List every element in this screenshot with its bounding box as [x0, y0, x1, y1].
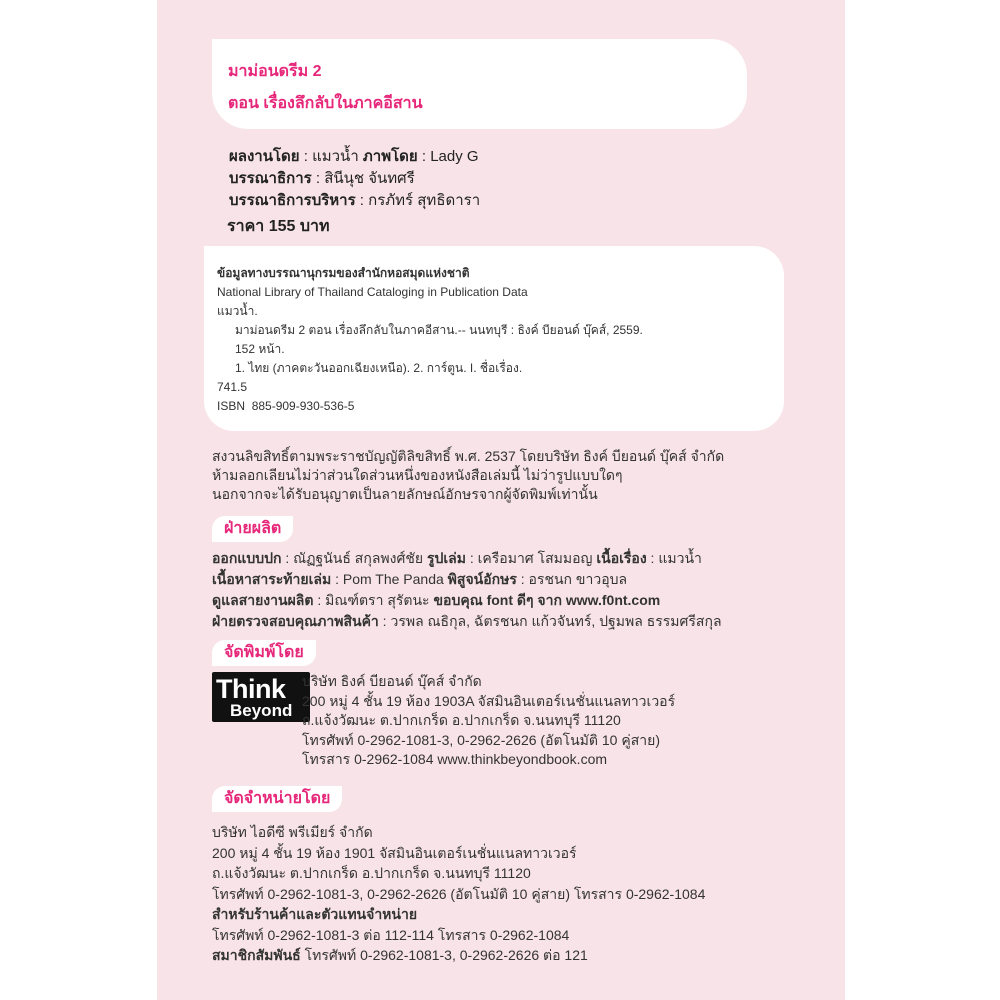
book-subtitle: ตอน เรื่องลึกลับในภาคอีสาน — [228, 95, 423, 112]
production-row-2 — [212, 569, 722, 590]
production-row-3 — [212, 590, 722, 611]
cip-line2: 152 หน้า. — [235, 342, 285, 356]
credit-managing-editor-row — [229, 190, 480, 212]
members-label: สมาชิกสัมพันธ์ — [212, 947, 301, 963]
distributor-heading: จัดจำหน่ายโดย — [212, 786, 342, 812]
publisher-info — [302, 672, 675, 770]
cip-heading-th: ข้อมูลทางบรรณานุกรมของสำนักหอสมุดแห่งชาติ — [217, 266, 470, 280]
members-row — [212, 945, 705, 966]
distributor-phone: โทรศัพท์ 0-2962-1081-3, 0-2962-2626 (อัตโนมัติ 10 คู่สาย) โทรสาร 0-2962-1084 — [212, 885, 706, 902]
managing-editor-value: : กรภัทร์ สุทธิดารา — [355, 192, 481, 209]
copyright-line3: นอกจากจะได้รับอนุญาตเป็นลายลักษณ์อักษรจากผู้จัดพิมพ์เท่านั้น — [212, 486, 598, 502]
layout-value: : เครือมาศ โสมมอญ — [465, 550, 597, 566]
publisher-heading: จัดพิมพ์โดย — [212, 640, 316, 666]
book-page — [157, 0, 845, 1000]
proof-value: : อรชนก ขาวอุบล — [516, 571, 628, 587]
isbn-label: ISBN — [217, 399, 246, 413]
book-title: มาม่อนดรีม 2 — [228, 63, 322, 80]
stores-label: สำหรับร้านค้าและตัวแทนจำหน่าย — [212, 906, 418, 922]
logo-think: Think — [216, 674, 286, 704]
cip-classification: 741.5 — [217, 380, 248, 394]
distributor-name: บริษัท ไอดีซี พรีเมียร์ จำกัด — [212, 824, 373, 840]
publisher-address2: ถ.แจ้งวัฒนะ ต.ปากเกร็ด อ.ปากเกร็ด จ.นนทบุรี 11120 — [302, 712, 621, 728]
production-row-1 — [212, 548, 722, 569]
copyright-line1: สงวนลิขสิทธิ์ตามพระราชบัญญัติลิขสิทธิ์ พ.ศ. 2537 โดยบริษัท ธิงค์ บียอนด์ บุ๊คส์ จำกัด — [212, 448, 725, 464]
publisher-phone: โทรศัพท์ 0-2962-1081-3, 0-2962-2626 (อัตโนมัติ 10 คู่สาย) — [302, 731, 660, 748]
production-row-4 — [212, 611, 722, 632]
publisher-name: บริษัท ธิงค์ บียอนด์ บุ๊คส์ จำกัด — [302, 673, 482, 689]
proof-label: พิสูจน์อักษร — [447, 571, 517, 587]
layout-label: รูปเล่ม — [426, 550, 466, 566]
story-value: : แมวน้ำ — [646, 550, 702, 566]
supervisor-label: ดูแลสายงานผลิต — [212, 592, 314, 608]
production-heading: ฝ่ายผลิต — [212, 516, 293, 542]
isbn-value: 885-909-930-536-5 — [251, 399, 355, 413]
credits — [229, 146, 480, 212]
cip-box — [204, 246, 784, 431]
illustrator-value: : Lady G — [417, 148, 479, 165]
cover-label: ออกแบบปก — [212, 550, 282, 566]
credit-editor-row — [229, 168, 480, 190]
appendix-label: เนื้อหาสาระท้ายเล่ม — [212, 571, 332, 587]
price: ราคา 155 บาท — [227, 218, 330, 235]
distributor-address2: ถ.แจ้งวัฒนะ ต.ปากเกร็ด อ.ปากเกร็ด จ.นนทบุรี 11120 — [212, 865, 531, 881]
illustrator-label: ภาพโดย — [362, 148, 418, 165]
cip-block — [217, 264, 643, 416]
supervisor-value: : มิณฑ์ตรา สุรัตนะ — [313, 592, 434, 608]
production-credits — [212, 548, 722, 632]
cip-heading-en: National Library of Thailand Cataloging in Publication Data — [217, 285, 528, 299]
copyright-line2: ห้ามลอกเลียนไม่ว่าส่วนใดส่วนหนึ่งของหนังสือเล่มนี้ ไม่ว่ารูปแบบใดๆ — [212, 467, 623, 483]
editor-value: : สินีนุช จันทศรี — [311, 170, 415, 187]
distributor-address1: 200 หมู่ 4 ชั้น 19 ห้อง 1901 จัสมินอินเตอร์เนชั่นแนลทาวเวอร์ — [212, 844, 577, 861]
author-label: ผลงานโดย — [229, 148, 300, 165]
distributor-info — [212, 822, 705, 966]
cip-line1: มาม่อนดรีม 2 ตอน เรื่องลึกลับในภาคอีสาน.-- นนทบุรี : ธิงค์ บียอนด์ บุ๊คส์, 2559. — [235, 323, 643, 337]
cip-isbn-row — [217, 397, 643, 416]
qc-label: ฝ่ายตรวจสอบคุณภาพสินค้า — [212, 613, 379, 629]
editor-label: บรรณาธิการ — [229, 170, 312, 187]
managing-editor-label: บรรณาธิการบริหาร — [229, 192, 356, 209]
publisher-fax-web: โทรสาร 0-2962-1084 www.thinkbeyondbook.com — [302, 751, 608, 767]
story-label: เนื้อเรื่อง — [596, 550, 647, 566]
cip-line3: 1. ไทย (ภาคตะวันออกเฉียงเหนือ). 2. การ์ตูน. I. ชื่อเรื่อง. — [235, 361, 523, 375]
think-beyond-logo — [212, 672, 310, 722]
cover-value: : ณัฏฐนันธ์ สกุลพงศ์ชัย — [281, 550, 427, 566]
stores-phone: โทรศัพท์ 0-2962-1081-3 ต่อ 112-114 โทรสาร 0-2962-1084 — [212, 926, 570, 943]
qc-value: : วรพล ณธิกุล, ฉัตรชนก แก้วจันทร์, ปฐมพล ธรรมศรีสกุล — [378, 613, 722, 629]
font-thanks: ขอบคุณ font ดีๆ จาก www.f0nt.com — [433, 592, 661, 608]
title-box — [212, 39, 747, 129]
cip-author: แมวน้ำ. — [217, 304, 258, 318]
copyright-notice — [212, 447, 724, 504]
logo-beyond: Beyond — [230, 701, 293, 720]
publisher-address1: 200 หมู่ 4 ชั้น 19 ห้อง 1903A จัสมินอินเตอร์เนชั่นแนลทาวเวอร์ — [302, 692, 676, 709]
appendix-value: : Pom The Panda — [331, 571, 448, 587]
members-phone: โทรศัพท์ 0-2962-1081-3, 0-2962-2626 ต่อ 121 — [300, 947, 588, 963]
credit-author-row — [229, 146, 480, 168]
author-value: : แมวน้ำ — [299, 148, 363, 165]
